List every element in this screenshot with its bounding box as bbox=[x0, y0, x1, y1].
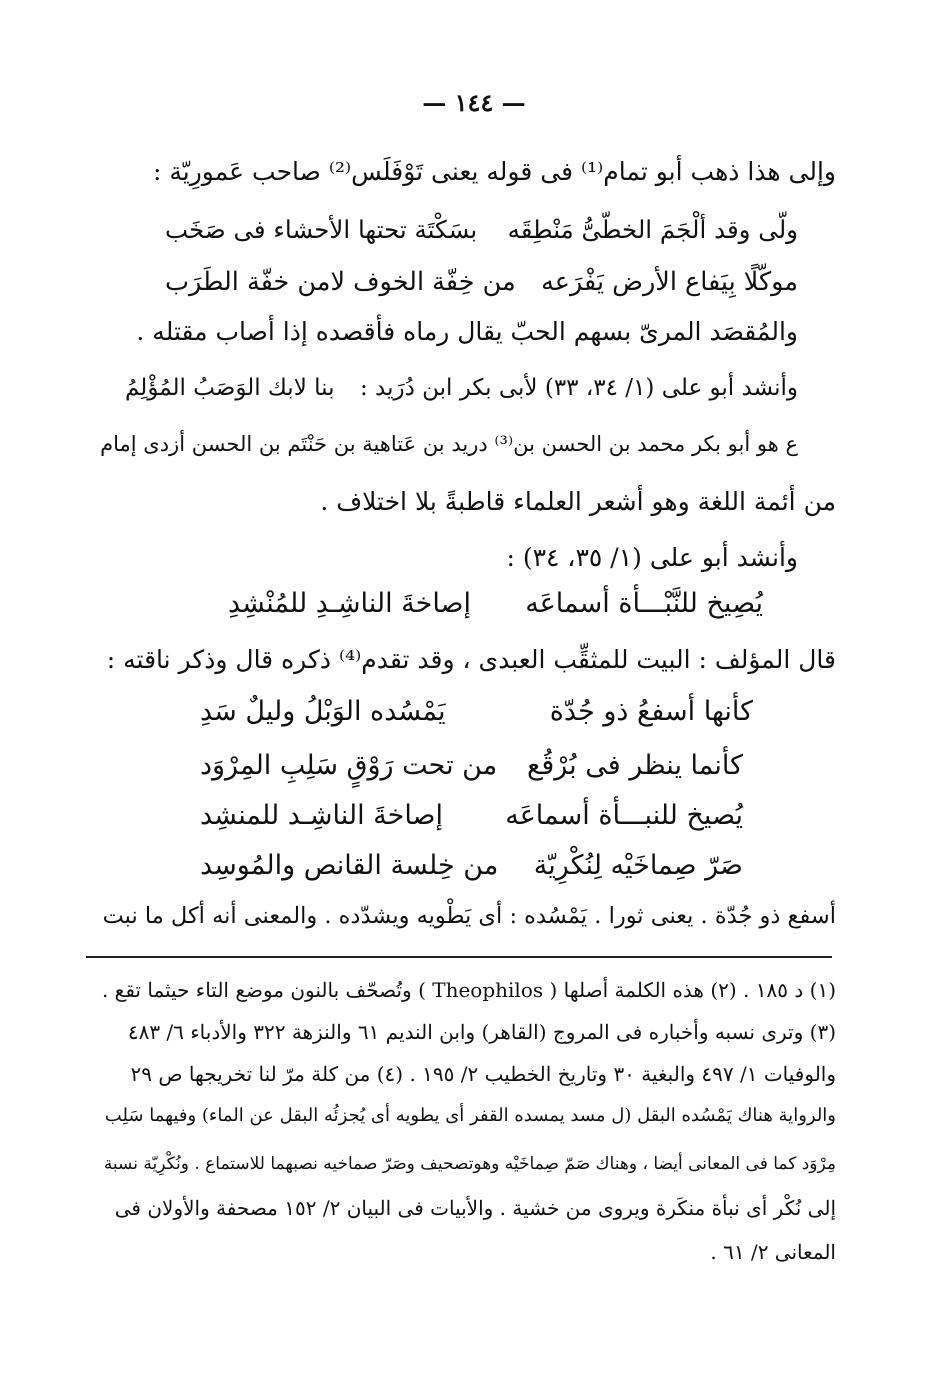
footnote-line-6: إلى نُكْر أى نبأة منكَرة ويروى من خشية . والأبيات فى البيان ٢/ ١٥٢ مصحفة والأولان فى bbox=[114, 1196, 836, 1220]
verse-hemistich-first: ولّى وقد ألْجَمَ الخطّىُّ مَنْطِقَه bbox=[507, 215, 798, 244]
commentary-line: أسفع ذو جُدّة . يعنى ثورا . يَمْسُده : أى يَطْويه ويشدّده . والمعنى أنه أكل ما نبت bbox=[102, 903, 836, 929]
verse-line-3 bbox=[228, 584, 763, 624]
verse-hemistich-first: موكّلًا بِيَفاع الأرض يَفْرَعه bbox=[541, 267, 798, 297]
explanation-line: والمُقصَد المرىّ بسهم الحبّ يقال رماه فأقصده إذا أصاب مقتله . bbox=[136, 317, 798, 346]
verse-hemistich-second: إصاخةَ الناشِـدِ للمُنْشِدِ bbox=[228, 588, 471, 619]
verse-hemistich-first: يُصيخ للنبـــأة أسماعَه bbox=[505, 800, 743, 831]
verse-line-6 bbox=[200, 796, 743, 836]
recitation-line-1 bbox=[125, 368, 798, 408]
verse-hemistich-second: بسَكْتَة تحتها الأحشاء فى صَخَب bbox=[165, 215, 478, 244]
verse-hemistich-first: كأنها أسفعُ ذو جُدّة bbox=[549, 696, 753, 727]
verse-hemistich-second: من خِلسة القانص والمُوسِد bbox=[200, 850, 499, 881]
recitation-line-2: وأنشد أبو على (١/ ٣٥، ٣٤) : bbox=[506, 543, 798, 572]
footnote-line-4: والرواية هناك يَمْسُده البقل (ل مسد يمسده القفر أى يطويه أى يُجزئُه البقل عن الماء) وفيهما سَلِب bbox=[104, 1105, 836, 1126]
verse-line-5 bbox=[200, 746, 743, 786]
footnote-line-2: (٣) وترى نسبه وأخباره فى المروج (القاهر) وابن النديم ٦١ والنزهة ٣٢٢ والأدباء ٦/ ٤٨٣ bbox=[127, 1020, 836, 1044]
verse-hemistich-first: يُصِيخ للنَّبْـــأة أسماعَه bbox=[525, 588, 763, 619]
verse-hemistich-second: إصاخةَ الناشِـد للمنشِد bbox=[200, 800, 443, 831]
verse-line-2 bbox=[165, 262, 798, 302]
verse-line-4 bbox=[200, 692, 753, 732]
intro-line: وإلى هذا ذهب أبو تمام⁽¹⁾ فى قوله يعنى تَوْفَلَس⁽²⁾ صاحب عَمورِيّة : bbox=[152, 157, 836, 186]
footnote-line-3: والوفيات ١/ ٤٩٧ والبغية ٣٠ وتاريخ الخطيب ٢/ ١٩٥ . (٤) من كلة مرّ لنا تخريجها ص ٢٩ bbox=[130, 1062, 836, 1086]
author-note-line: قال المؤلف : البيت للمثقِّب العبدى ، وقد تقدم⁽⁴⁾ ذكره قال وذكر ناقته : bbox=[106, 645, 836, 674]
footnote-line-1: (١) د ١٨٥ . (٢) هذه الكلمة أصلها ( Theophilos ) وتُصحّف بالنون موضع التاء حيثما تقع . bbox=[101, 978, 836, 1002]
verse-line-1 bbox=[165, 210, 798, 250]
verse-hemistich-first: كأنما ينظر فى بُرْقُع bbox=[527, 750, 743, 781]
verse-hemistich-second: بنا لابك الوَصَبُ المُؤْلِمُ bbox=[125, 375, 335, 401]
biography-line-2: من أئمة اللغة وهو أشعر العلماء قاطبةً بلا اختلاف . bbox=[320, 487, 836, 516]
footnote-line-5: مِرْوَد كما فى المعانى أيضا ، وهناك صَمّ صِماخَيْه وهوتصحيف وصَرّ صماخيه نصبهما للاستماع . ونُكْرِيّة نسبة bbox=[103, 1154, 836, 1174]
recitation-text: وأنشد أبو على (١/ ٣٤، ٣٣) لأبى بكر ابن دُرَيد : bbox=[359, 375, 798, 401]
verse-line-7 bbox=[200, 846, 743, 886]
verse-hemistich-first: صَرّ صِماخَيْه لِنُكْرِيّة bbox=[533, 850, 743, 881]
verse-hemistich-second: من خِفّة الخوف لامن خفّة الطَرَب bbox=[165, 267, 516, 297]
page-number: — ١٤٤ — bbox=[422, 88, 526, 117]
verse-hemistich-second: يَمْسُده الوَبْلُ وليلٌ سَدِ bbox=[200, 696, 446, 727]
footnote-line-7: المعانى ٢/ ٦١ . bbox=[710, 1240, 836, 1264]
biography-line-1: ع هو أبو بكر محمد بن الحسن بن⁽³⁾ دريد بن عَتاهية بن حَنْتَم بن الحسن أزدى إمام bbox=[100, 432, 798, 456]
verse-hemistich-second: من تحت رَوْقٍ سَلِبِ المِرْوَد bbox=[200, 750, 498, 781]
footnote-divider bbox=[86, 956, 832, 958]
